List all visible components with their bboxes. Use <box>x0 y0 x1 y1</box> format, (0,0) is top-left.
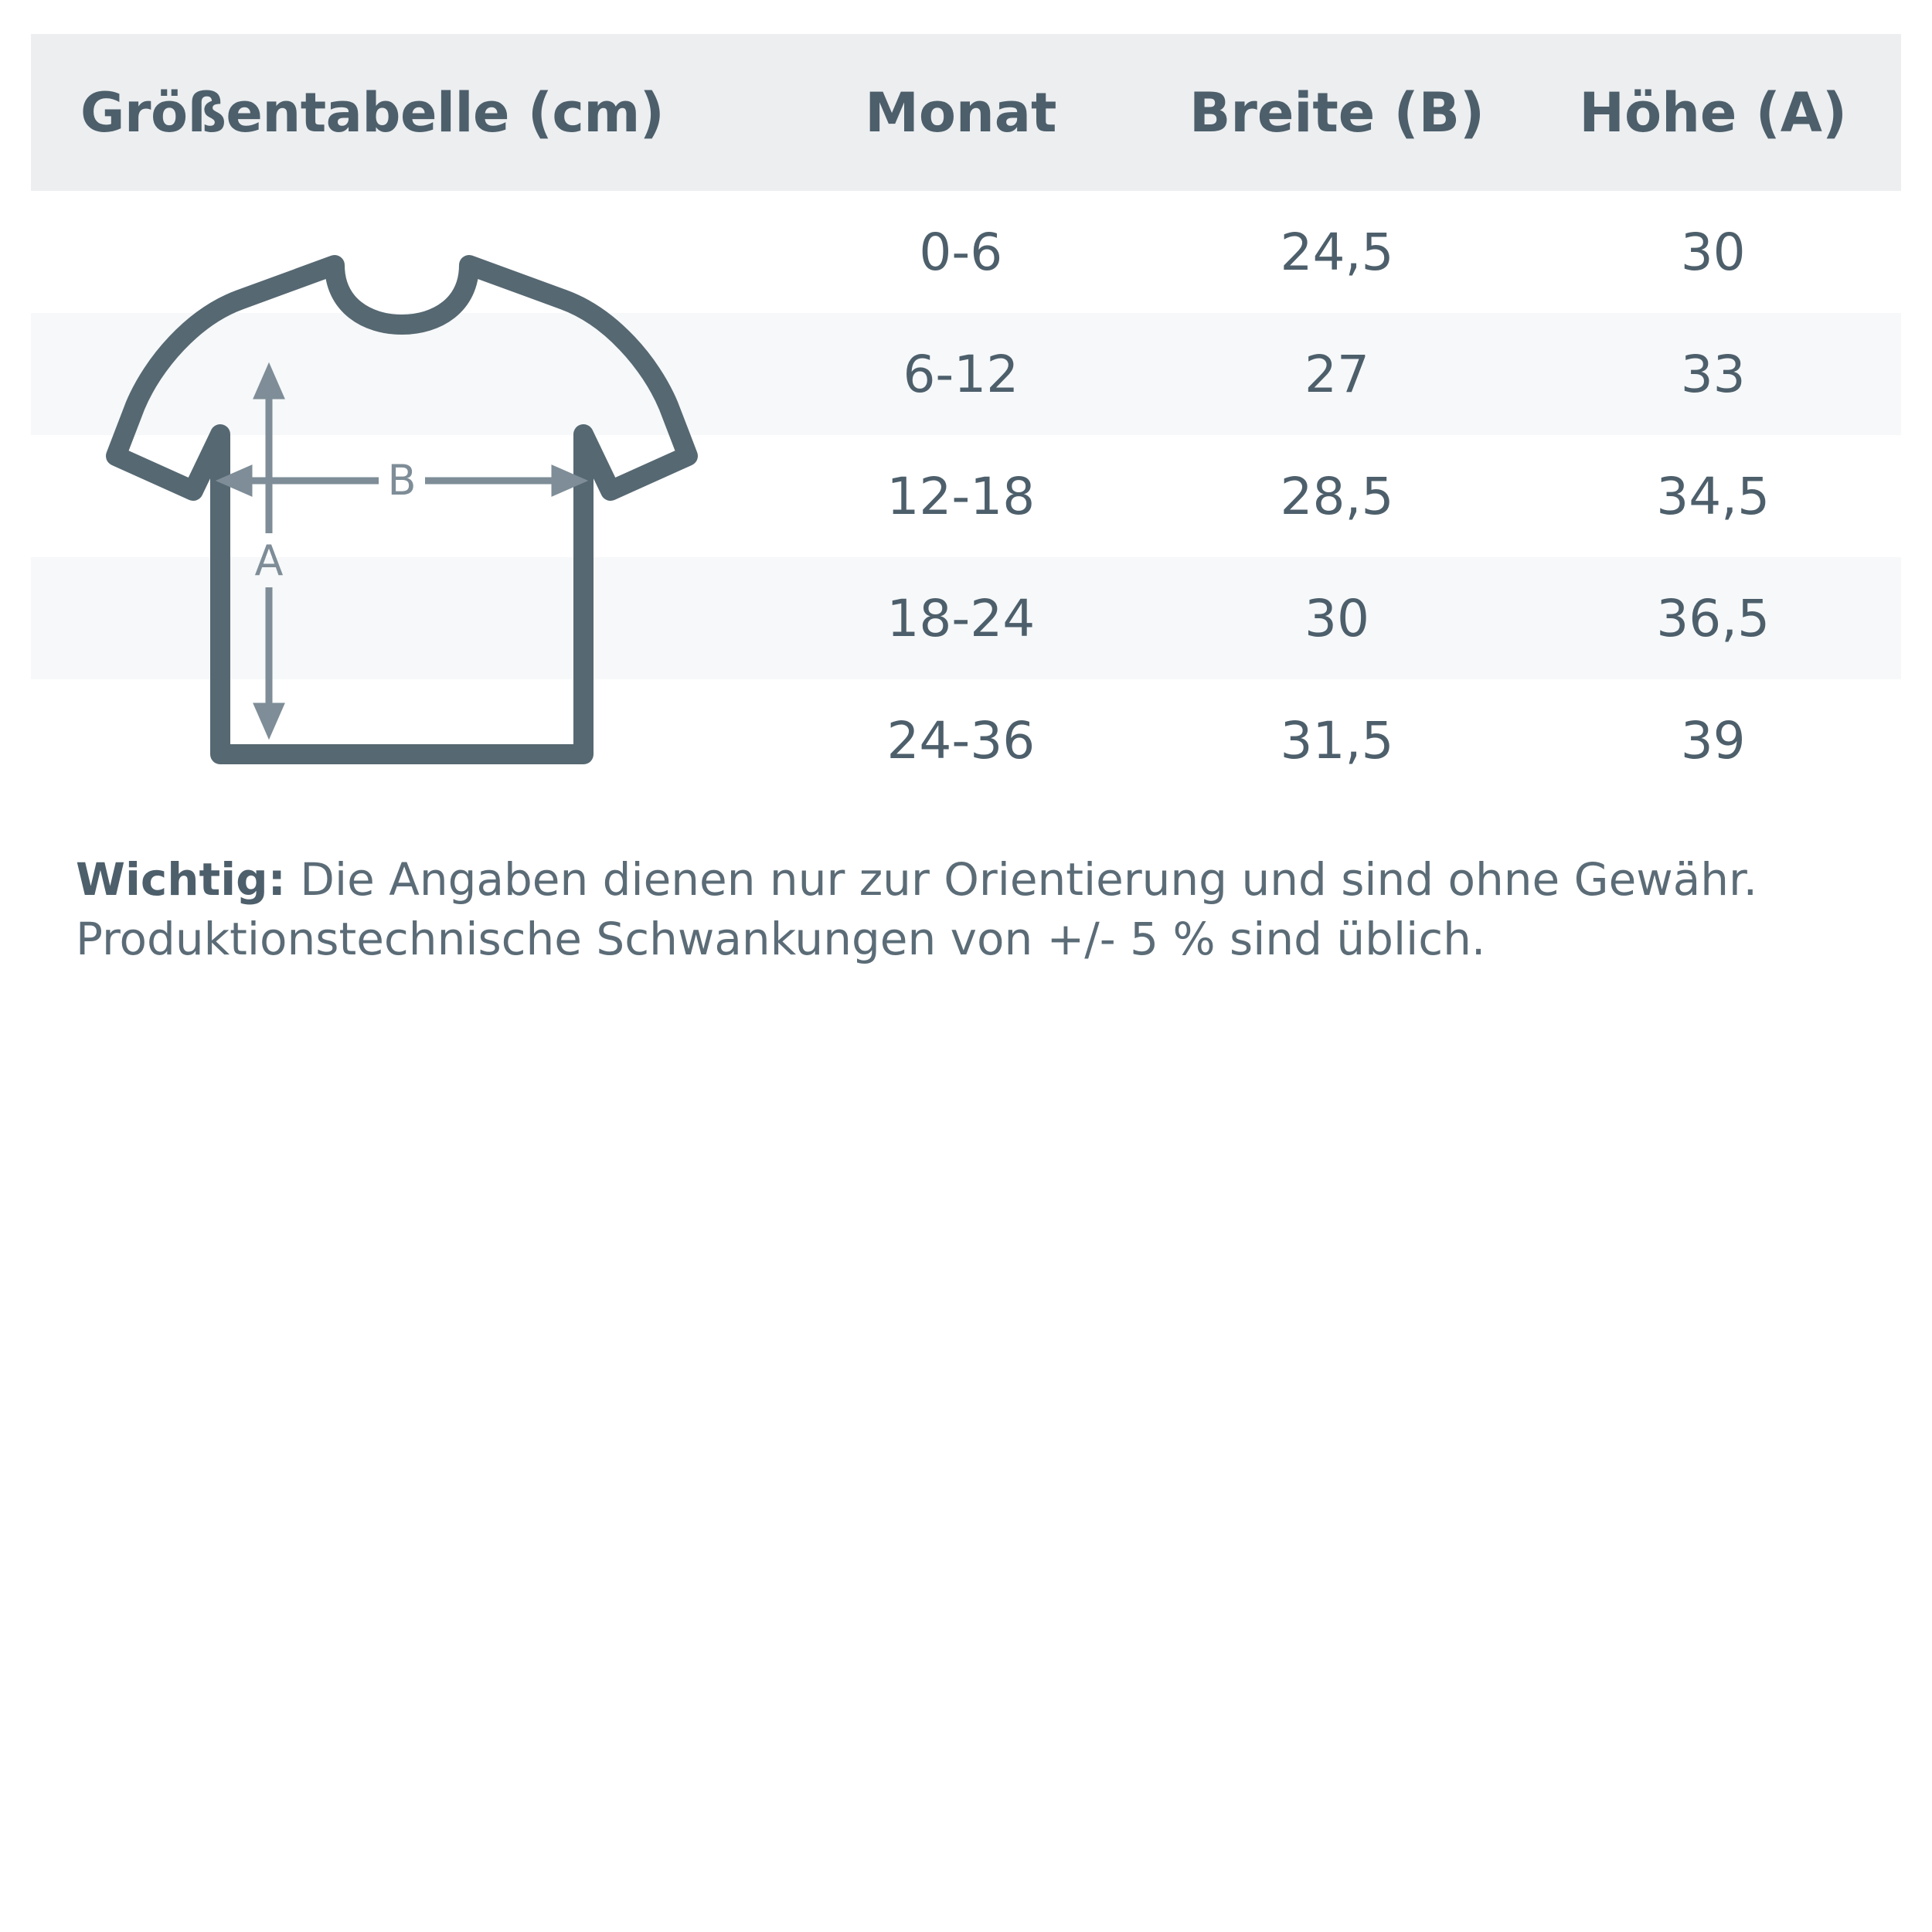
cell-breite: 31,5 <box>1280 710 1394 770</box>
cell-hoehe: 39 <box>1680 710 1746 770</box>
column-header-monat: Monat <box>865 80 1057 145</box>
cell-hoehe: 33 <box>1680 344 1746 404</box>
cell-monat: 12-18 <box>886 466 1036 526</box>
column-header-hoehe: Höhe (A) <box>1579 80 1847 145</box>
column-header-breite: Breite (B) <box>1189 80 1485 145</box>
page-title: Größentabelle (cm) <box>80 80 665 145</box>
cell-monat: 18-24 <box>886 588 1036 648</box>
cell-monat: 24-36 <box>886 710 1036 770</box>
cell-breite: 27 <box>1304 344 1369 404</box>
cell-hoehe: 30 <box>1680 222 1746 282</box>
footnote-lead: Wichtig: <box>76 853 286 906</box>
cell-breite: 30 <box>1304 588 1369 648</box>
cell-monat: 6-12 <box>903 344 1019 404</box>
footnote-text: Die Angaben dienen nur zur Orientierung und sind ohne Gewähr. Produktionstechnische Schwankungen von +/- 5 % sind üblich. <box>76 853 1758 966</box>
footnote <box>76 850 1869 969</box>
width-label: B <box>387 456 417 505</box>
tshirt-diagram <box>100 232 719 788</box>
cell-hoehe: 36,5 <box>1656 588 1770 648</box>
cell-monat: 0-6 <box>919 222 1003 282</box>
tshirt-icon <box>116 265 688 754</box>
cell-hoehe: 34,5 <box>1656 466 1770 526</box>
table-header-row <box>31 34 1901 191</box>
height-label: A <box>254 536 284 585</box>
cell-breite: 24,5 <box>1280 222 1394 282</box>
cell-breite: 28,5 <box>1280 466 1394 526</box>
